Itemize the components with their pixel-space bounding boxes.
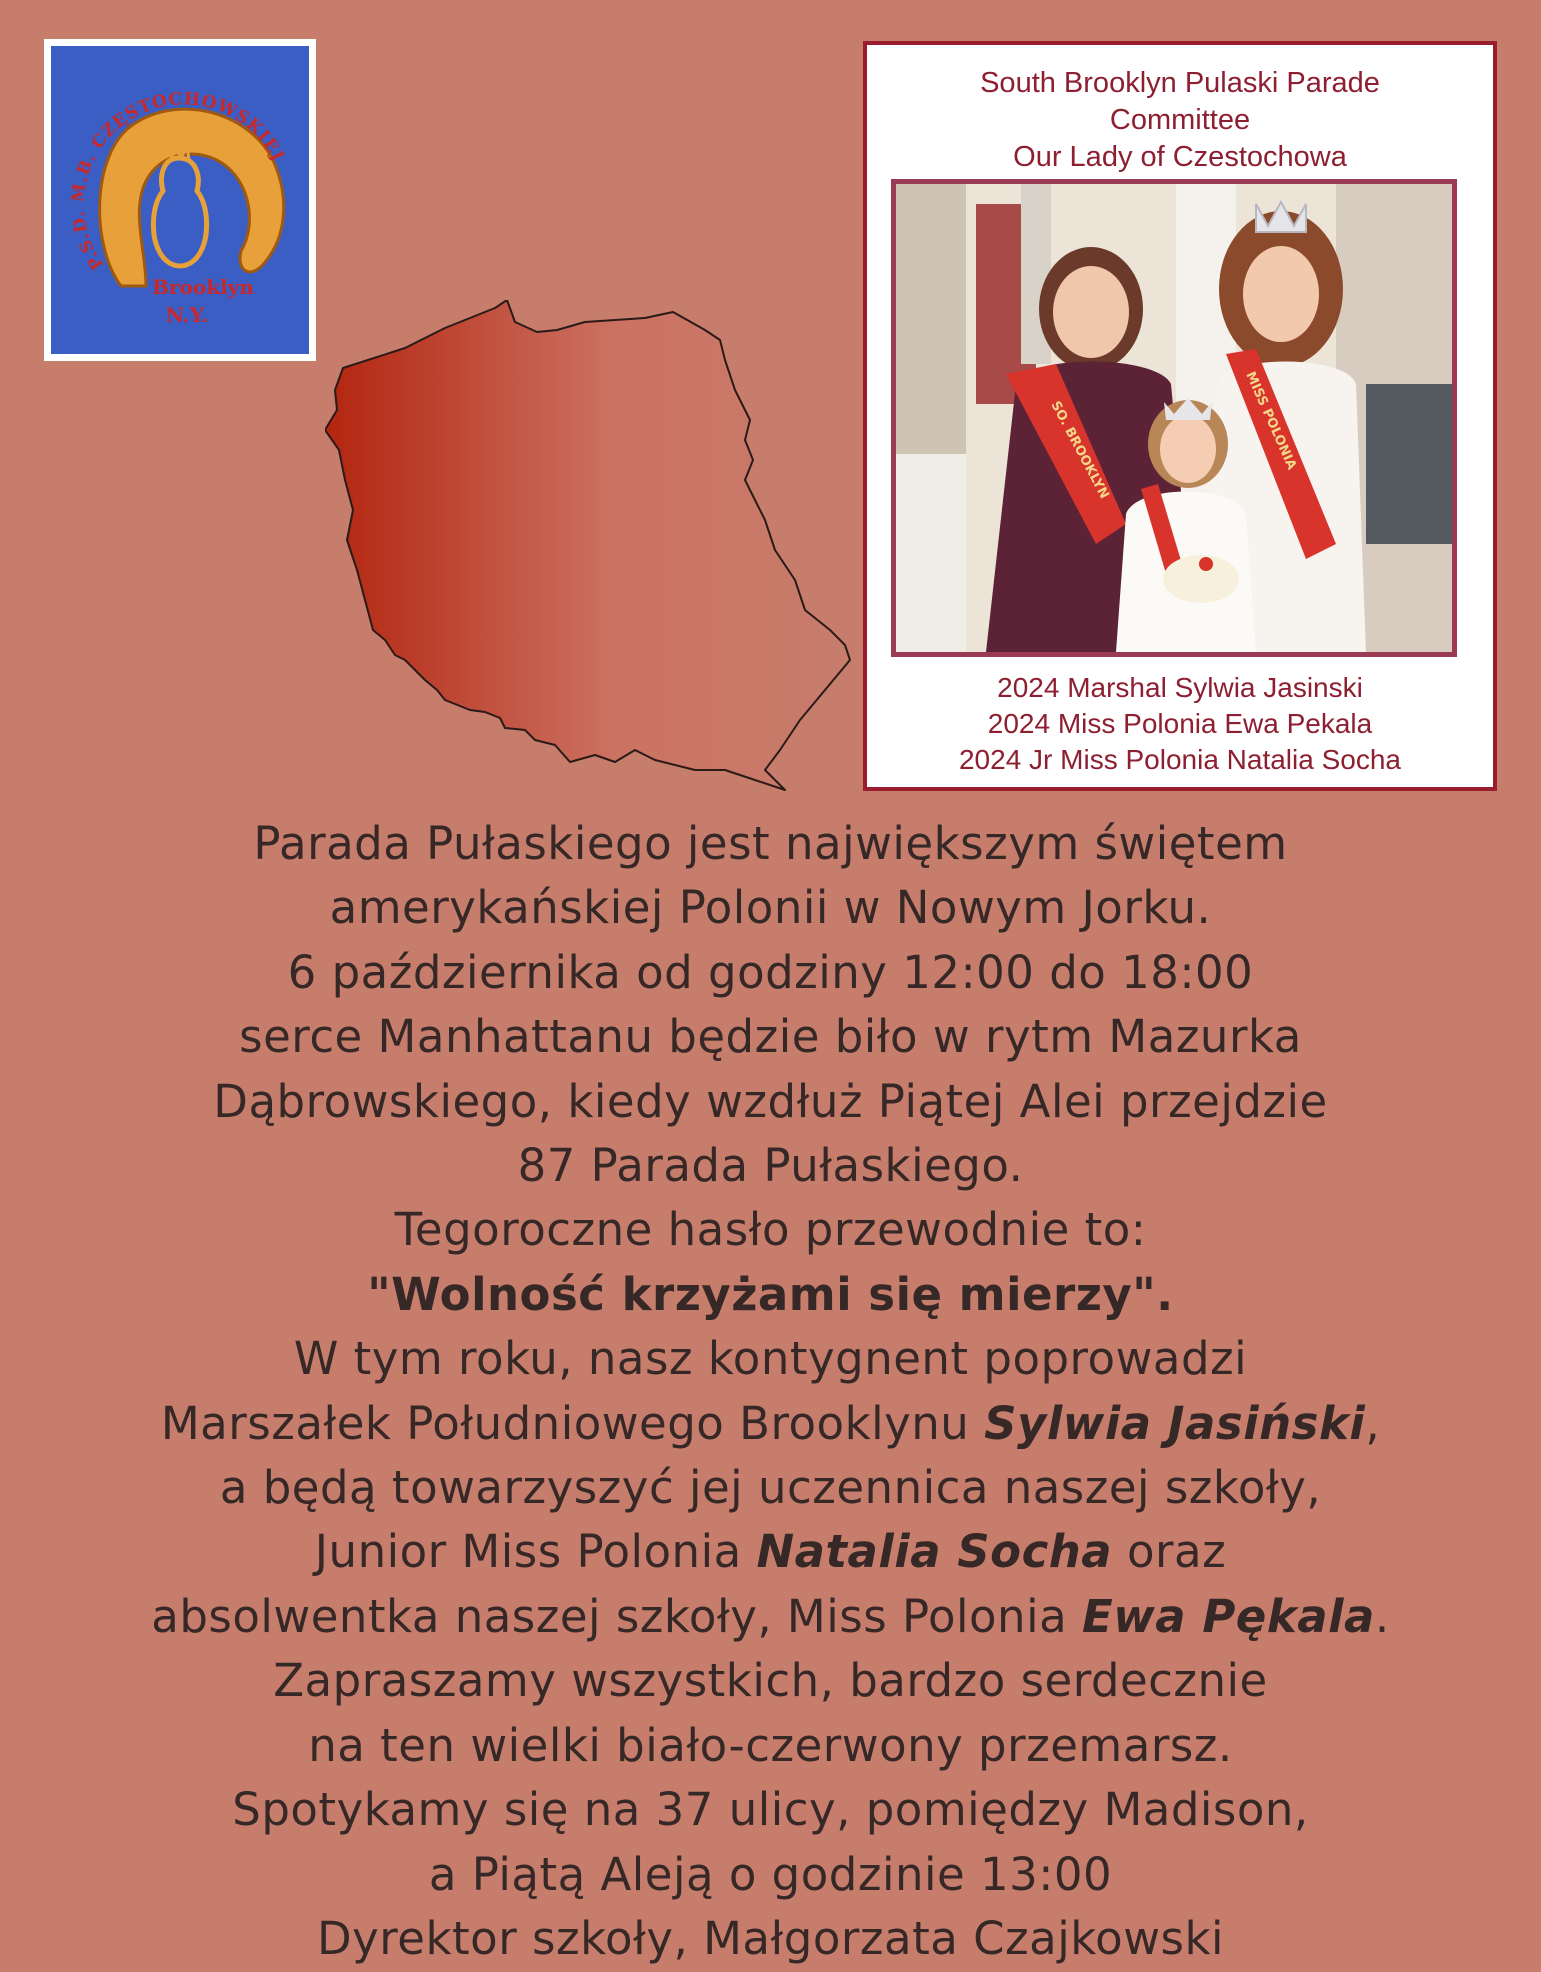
text-line-10-tail: , [1365, 1396, 1381, 1450]
sash-text-marshal: SO. BROOKLYN [1047, 398, 1112, 502]
text-line-9: W tym roku, nasz kontygnent poprowadzi [293, 1332, 1248, 1386]
text-line-14: Zapraszamy wszystkich, bardzo serdecznie [273, 1654, 1268, 1708]
text-line-13-tail: . [1374, 1589, 1390, 1643]
card-header-line-2: Committee [1109, 104, 1251, 136]
text-line-16: Spotykamy się na 37 ulicy, pomiędzy Madison, [232, 1783, 1309, 1837]
card-header-line-1: South Brooklyn Pulaski Parade [980, 67, 1380, 99]
card-header [867, 65, 1493, 176]
motto-line: "Wolność krzyżami się mierzy". [367, 1267, 1174, 1321]
group-photo [891, 179, 1457, 657]
card-footer-line-2: 2024 Miss Polonia Ewa Pekala [987, 708, 1373, 739]
text-line-6: 87 Parada Pułaskiego. [517, 1139, 1024, 1193]
marshal-name: Sylwia Jasiński [984, 1396, 1366, 1450]
card-footer-line-3: 2024 Jr Miss Polonia Natalia Socha [958, 744, 1401, 775]
text-line-17: a Piątą Aleją o godzinie 13:00 [428, 1847, 1113, 1901]
photo-illustration [896, 184, 1452, 652]
text-line-12 [20, 1520, 1521, 1584]
text-line-12-tail: oraz [1112, 1525, 1227, 1579]
card-footer [867, 670, 1493, 778]
miss-name: Ewa Pękala [1081, 1589, 1375, 1643]
text-line-12-lead: Junior Miss Polonia [314, 1525, 757, 1579]
text-line-13 [20, 1585, 1521, 1649]
school-logo [44, 39, 316, 361]
horseshoe-emblem-icon [51, 46, 309, 354]
text-line-4: serce Manhattanu będzie biło w rytm Mazurka [239, 1010, 1302, 1064]
text-line-2: amerykańskiej Polonii w Nowym Jorku. [329, 881, 1212, 935]
jr-miss-name: Natalia Socha [756, 1525, 1113, 1579]
text-line-7: Tegoroczne hasło przewodnie to: [394, 1203, 1147, 1257]
logo-badge [51, 46, 309, 354]
text-line-1: Parada Pułaskiego jest największym świętem [253, 817, 1288, 870]
card-header-line-3: Our Lady of Czestochowa [1013, 141, 1347, 173]
signature-line: Dyrektor szkoły, Małgorzata Czajkowski [316, 1911, 1225, 1965]
sash-text-miss: MISS POLONIA [1242, 369, 1300, 473]
logo-arc-text: P.S.D. M.B. CZĘSTOCHOWSKIEJ [68, 89, 288, 274]
text-line-11: a będą towarzyszyć jej uczennica naszej szkoły, [219, 1461, 1322, 1515]
text-line-10 [20, 1392, 1521, 1456]
announcement-text [20, 812, 1521, 1971]
card-footer-line-1: 2024 Marshal Sylwia Jasinski [997, 672, 1363, 703]
text-line-3: 6 października od godziny 12:00 do 18:00 [287, 945, 1254, 999]
poland-map-icon [325, 300, 855, 795]
text-line-15: na ten wielki biało-czerwony przemarsz. [308, 1718, 1233, 1772]
text-line-10-lead: Marszałek Południowego Brooklynu [160, 1396, 985, 1450]
parade-committee-card [863, 41, 1497, 791]
logo-city: Brooklyn [152, 275, 254, 299]
logo-state: N.Y. [165, 303, 209, 327]
text-line-13-lead: absolwentka naszej szkoły, Miss Polonia [151, 1589, 1082, 1643]
text-line-5: Dąbrowskiego, kiedy wzdłuż Piątej Alei przejdzie [213, 1074, 1328, 1128]
